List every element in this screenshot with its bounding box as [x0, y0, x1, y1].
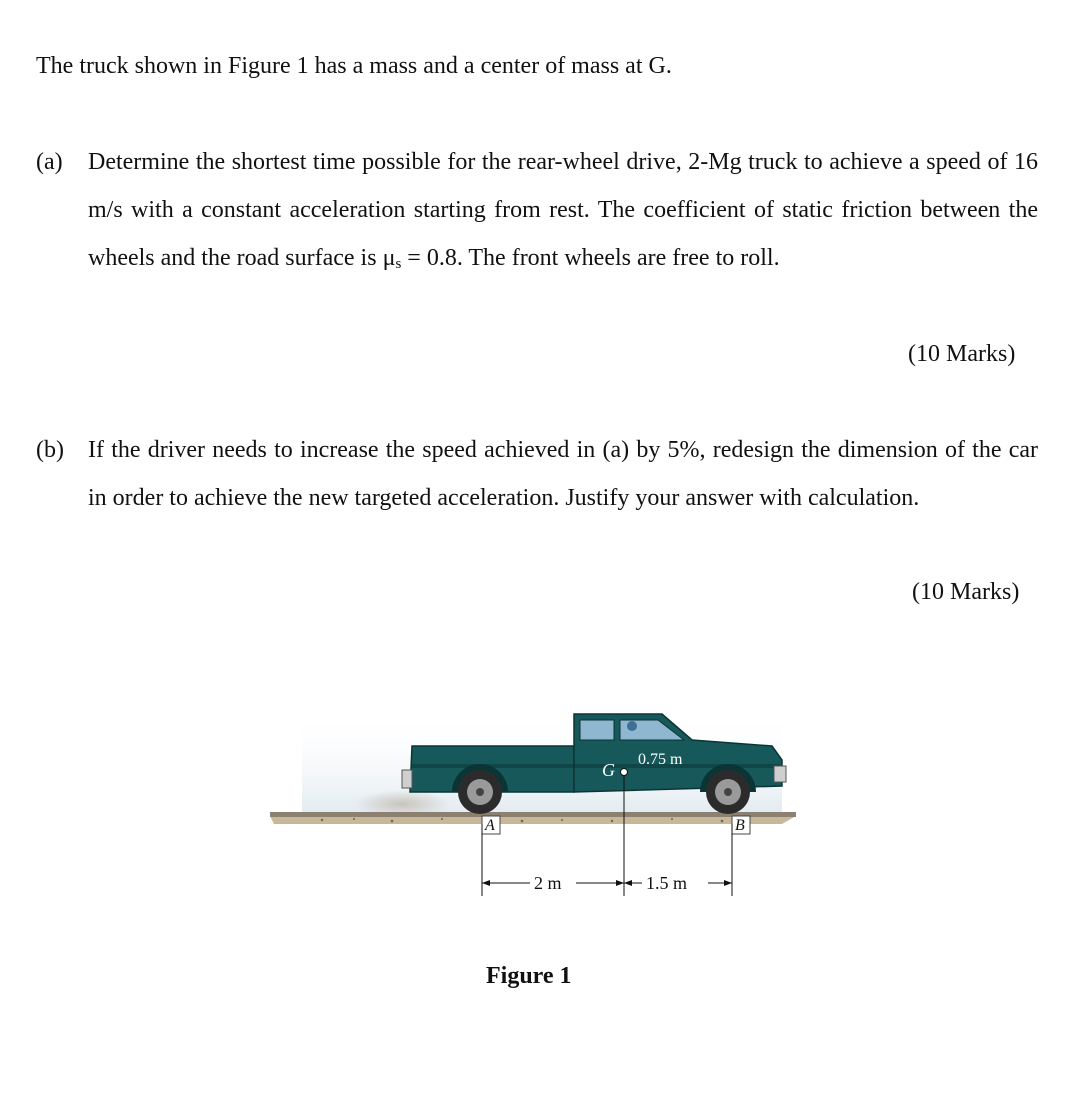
question-b-label: (b)	[36, 437, 64, 463]
front-bumper	[774, 766, 786, 782]
arrow-g-left	[616, 880, 624, 886]
driver-head	[627, 721, 637, 731]
question-a-marks: (10 Marks)	[908, 341, 1016, 367]
arrow-a	[482, 880, 490, 886]
question-a-label: (a)	[36, 149, 63, 175]
figure-1	[262, 700, 802, 900]
problem-intro: The truck shown in Figure 1 has a mass and a center of mass at G.	[36, 53, 672, 79]
dimension-right-label: 1.5 m	[646, 873, 688, 893]
arrow-b	[724, 880, 732, 886]
dimension-left-label: 2 m	[534, 873, 562, 893]
label-b: B	[735, 817, 745, 834]
front-wheel	[706, 770, 750, 814]
question-b-text: If the driver needs to increase the speed achieved in (a) by 5%, redesign the dimension of the car in order to achieve the new targeted acceleration. Justify your answer with calculation.	[88, 437, 1038, 511]
arrow-g-right	[624, 880, 632, 886]
figure-caption: Figure 1	[486, 963, 572, 989]
question-a-text-part1: Determine the shortest time possible for the rear-wheel drive, 2-Mg truck to achieve a speed of 16 m/s with a constant acceleration starting from rest. The coefficient of static friction between the wheels and the road surface is	[88, 149, 1038, 271]
rear-wheel	[458, 770, 502, 814]
question-a-text-part2: = 0.8. The front wheels are free to roll.	[401, 245, 780, 271]
question-b-marks: (10 Marks)	[912, 579, 1020, 605]
label-a: A	[485, 817, 495, 834]
center-of-mass-marker	[621, 769, 628, 776]
label-g: G	[602, 760, 615, 780]
road-edge	[270, 812, 796, 817]
road-surface	[270, 816, 796, 824]
mu-symbol: μ	[382, 245, 396, 271]
truck-diagram	[262, 700, 802, 900]
height-label: 0.75 m	[638, 751, 683, 768]
mu-subscript: s	[395, 256, 402, 272]
rear-window	[580, 720, 614, 740]
rear-bumper	[402, 770, 412, 788]
question-a-text	[88, 138, 1038, 288]
